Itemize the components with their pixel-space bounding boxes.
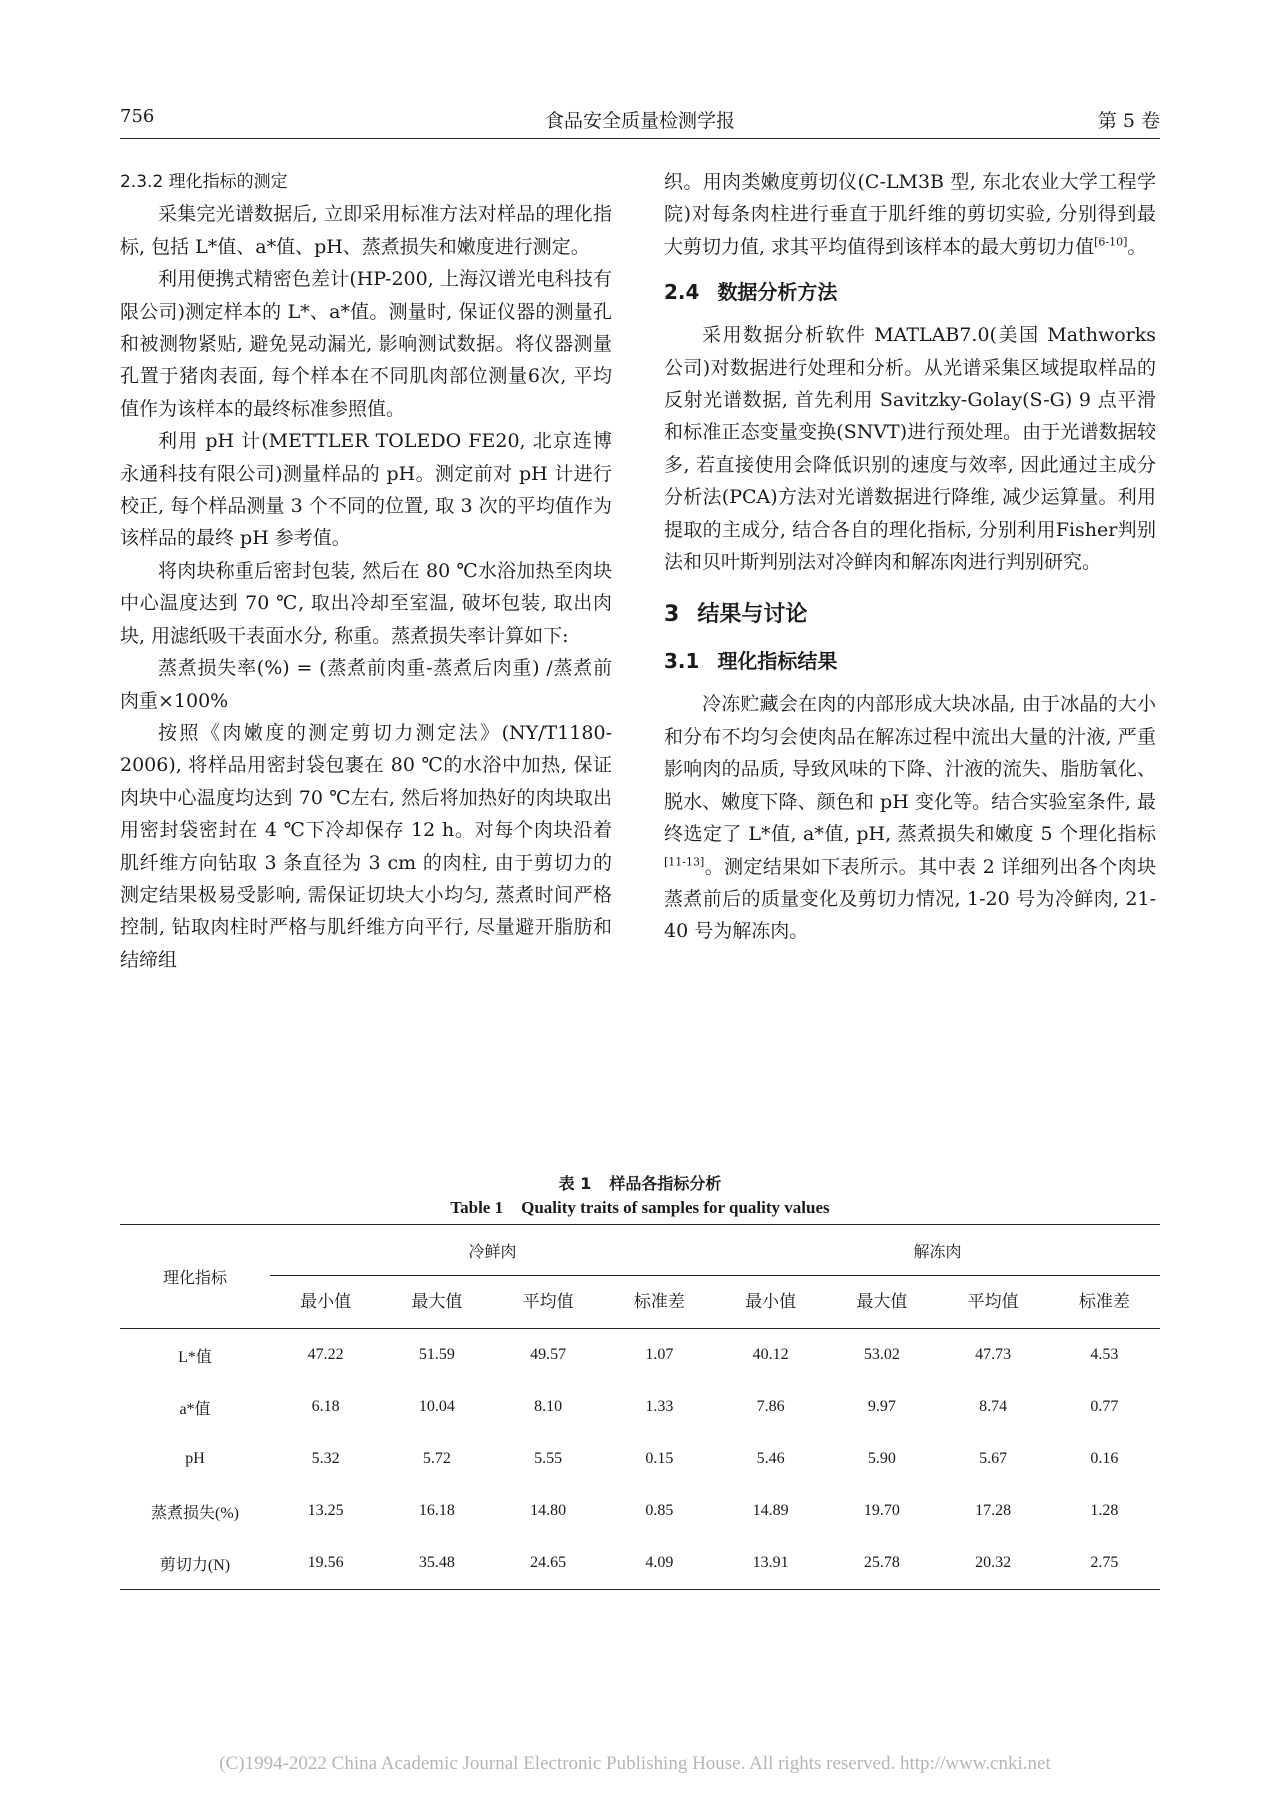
citation: [11-13] bbox=[664, 855, 705, 869]
table-cell: 0.85 bbox=[645, 1502, 674, 1519]
section-heading-2-4 bbox=[664, 277, 1156, 307]
table-cell: 14.89 bbox=[752, 1502, 789, 1519]
continuation-text: 织。用肉类嫩度剪切仪(C-LM3B 型, 东北农业大学工程学院)对每条肉柱进行垂直于肌纤维的剪切实验, 分别得到最大剪切力值, 求其平均值得到该样本的最大剪切力值 bbox=[664, 171, 1156, 258]
caption-text: Quality traits of samples for quality values bbox=[521, 1198, 830, 1217]
header-rule bbox=[120, 138, 1160, 139]
section-title: 数据分析方法 bbox=[717, 280, 838, 305]
table-caption-cn bbox=[120, 1172, 1160, 1196]
table-cell: 51.59 bbox=[418, 1346, 455, 1363]
table-caption-en bbox=[120, 1196, 1160, 1220]
paragraph: 利用便携式精密色差计(HP-200, 上海汉谱光电科技有限公司)测定样本的 L*、a*值。测量时, 保证仪器的测量孔和被测物紧贴, 避免晃动漏光, 影响测试数据。将仪器测量孔置于猪肉表面, 每个样本在不同肌肉部位测量6次, 平均值作为该样本的最终标准参照值。 bbox=[120, 268, 612, 420]
table-row bbox=[120, 1433, 1160, 1485]
table-cell: 14.80 bbox=[530, 1502, 567, 1519]
table-cell: 1.28 bbox=[1090, 1502, 1119, 1519]
table-cell: 0.15 bbox=[645, 1450, 674, 1467]
page-header bbox=[120, 106, 1160, 140]
table-cell: 49.57 bbox=[530, 1346, 567, 1363]
table-cell: 47.73 bbox=[975, 1346, 1012, 1363]
table-cell: 16.18 bbox=[418, 1502, 455, 1519]
table-cell: 40.12 bbox=[752, 1346, 789, 1363]
table-cell: 17.28 bbox=[975, 1502, 1012, 1519]
table-cell: 4.09 bbox=[604, 1537, 715, 1590]
table-cell: 7.86 bbox=[756, 1398, 785, 1415]
table-cell: 5.32 bbox=[311, 1450, 340, 1467]
table-cell: 0.77 bbox=[1090, 1398, 1119, 1415]
column-header: 标准差 bbox=[1049, 1276, 1160, 1329]
paragraph-text: 。测定结果如下表所示。其中表 2 详细列出各个肉块蒸煮前后的质量变化及剪切力情况, 1-20 号为冷鲜肉, 21-40 号为解冻肉。 bbox=[664, 855, 1156, 943]
table-corner-header: 理化指标 bbox=[120, 1225, 270, 1329]
table-cell: 53.02 bbox=[863, 1346, 900, 1363]
right-column bbox=[664, 166, 1156, 948]
table-cell: 20.32 bbox=[938, 1537, 1049, 1590]
section-number: 3 bbox=[664, 602, 680, 628]
section-number: 2.4 bbox=[664, 280, 700, 305]
column-header: 标准差 bbox=[604, 1276, 715, 1329]
table-cell: 13.91 bbox=[715, 1537, 826, 1590]
table-cell: 9.97 bbox=[867, 1398, 896, 1415]
paragraph: 采用数据分析软件 MATLAB7.0(美国 Mathworks 公司)对数据进行处理和分析。从光谱采集区域提取样品的反射光谱数据, 首先利用 Savitzky-Golay(S-G) 9 点平滑和标准正态变量变换(SNVT)进行预处理。由于光谱数据较多, 若直接使用会降低识别的速度与效率, 因此通过主成分分析法(PCA)方法对光谱数据进行降维, 减少运算量。利用提取的主成分, 结合各自的理化指标, 分别利用Fisher判别法和贝叶斯判别法对冷鲜肉和解冻肉进行判别研究。 bbox=[664, 324, 1156, 574]
paragraph: 按照《肉嫩度的测定剪切力测定法》(NY/T1180-2006), 将样品用密封袋包裹在 80 ℃的水浴中加热, 保证肉块中心温度均达到 70 ℃左右, 然后将加热好的肉块取出用密封袋密封在 4 ℃下冷却保存 12 h。对每个肉块沿着肌纤维方向钻取 3 条直径为 3 cm 的肉柱, 由于剪切力的测定结果极易受影响, 需保证切块大小均匀, 蒸煮时间严格控制, 钻取肉柱时严格与肌纤维方向平行, 尽量避开脂肪和结缔组 bbox=[120, 721, 612, 971]
table-cell: 19.70 bbox=[863, 1502, 900, 1519]
table-row bbox=[120, 1537, 1160, 1590]
table-cell: 24.65 bbox=[493, 1537, 604, 1590]
table-cell: 5.55 bbox=[534, 1450, 563, 1467]
table-cell: 2.75 bbox=[1049, 1537, 1160, 1590]
quality-traits-table bbox=[120, 1224, 1160, 1590]
table-caption bbox=[120, 1172, 1160, 1220]
section-title: 结果与讨论 bbox=[697, 602, 808, 628]
paragraph bbox=[664, 688, 1156, 947]
table-cell: 19.56 bbox=[270, 1537, 381, 1590]
paragraph-continuation bbox=[664, 166, 1156, 263]
table-row bbox=[120, 1381, 1160, 1433]
table-cell: 6.18 bbox=[311, 1398, 340, 1415]
table-row bbox=[120, 1485, 1160, 1537]
table-cell: 1.07 bbox=[645, 1346, 674, 1363]
table-cell: 1.33 bbox=[645, 1398, 674, 1415]
table-cell: 5.72 bbox=[422, 1450, 451, 1467]
table-cell: 0.16 bbox=[1090, 1450, 1119, 1467]
section-number: 3.1 bbox=[664, 649, 700, 674]
caption-label: Table 1 bbox=[450, 1198, 504, 1217]
paragraph: 将肉块称重后密封包装, 然后在 80 ℃水浴加热至肉块中心温度达到 70 ℃, 取出冷却至室温, 破坏包装, 取出肉块, 用滤纸吸干表面水分, 称重。蒸煮损失率计算如下: bbox=[120, 559, 612, 647]
row-label: pH bbox=[185, 1450, 205, 1467]
page-number: 756 bbox=[120, 106, 155, 127]
row-label: L*值 bbox=[178, 1348, 212, 1366]
column-header: 平均值 bbox=[493, 1276, 604, 1329]
paragraph: 利用 pH 计(METTLER TOLEDO FE20, 北京连博永通科技有限公司)测量样品的 pH。测定前对 pH 计进行校正, 每个样品测量 3 个不同的位置, 取 3 次的平均值作为该样品的最终 pH 参考值。 bbox=[120, 430, 612, 550]
table-cell: 47.22 bbox=[307, 1346, 344, 1363]
table-cell: 13.25 bbox=[307, 1502, 344, 1519]
subsection-heading: 2.3.2 理化指标的测定 bbox=[120, 172, 288, 192]
table-cell: 25.78 bbox=[826, 1537, 937, 1590]
column-header: 最小值 bbox=[270, 1276, 381, 1329]
group-header: 解冻肉 bbox=[715, 1225, 1160, 1276]
formula-paragraph: 蒸煮损失率(%) = (蒸煮前肉重-蒸煮后肉重) /蒸煮前肉重×100% bbox=[120, 657, 612, 712]
paragraph-text: 冷冻贮藏会在肉的内部形成大块冰晶, 由于冰晶的大小和分布不均匀会使肉品在解冻过程中流出大量的汁液, 严重影响肉的品质, 导致风味的下降、汁液的流失、脂肪氧化、脱水、嫩度下降、颜色和 pH 变化等。结合实验室条件, 最终选定了 L*值, a*值, pH, 蒸煮损失和嫩度 5 个理化指标 bbox=[664, 693, 1156, 846]
group-header: 冷鲜肉 bbox=[270, 1225, 715, 1276]
citation: [6-10] bbox=[1094, 235, 1128, 249]
paragraph: 采集完光谱数据后, 立即采用标准方法对样品的理化指标, 包括 L*值、a*值、pH、蒸煮损失和嫩度进行测定。 bbox=[120, 203, 612, 258]
table-cell: 5.90 bbox=[867, 1450, 896, 1467]
table-cell: 35.48 bbox=[381, 1537, 492, 1590]
copyright-footer: (C)1994-2022 China Academic Journal Electronic Publishing House. All rights reserved. http://www.cnki.net bbox=[219, 1753, 1051, 1774]
continuation-end: 。 bbox=[1127, 235, 1147, 258]
row-label: a*值 bbox=[179, 1400, 211, 1418]
journal-title: 食品安全质量检测学报 bbox=[544, 110, 735, 132]
column-header: 最小值 bbox=[715, 1276, 826, 1329]
table-cell: 5.67 bbox=[979, 1450, 1008, 1467]
table-cell: 4.53 bbox=[1090, 1346, 1119, 1363]
row-label: 蒸煮损失(%) bbox=[151, 1504, 239, 1522]
row-label: 剪切力(N) bbox=[120, 1537, 270, 1590]
column-header: 最大值 bbox=[826, 1276, 937, 1329]
table-cell: 10.04 bbox=[418, 1398, 455, 1415]
section-title: 理化指标结果 bbox=[717, 649, 838, 674]
caption-label: 表 1 bbox=[558, 1174, 592, 1193]
column-header: 平均值 bbox=[938, 1276, 1049, 1329]
section-heading-3-1 bbox=[664, 646, 1156, 676]
table-cell: 8.74 bbox=[979, 1398, 1008, 1415]
section-heading-3 bbox=[664, 600, 1156, 630]
caption-text: 样品各指标分析 bbox=[609, 1174, 722, 1193]
volume-label: 第 5 卷 bbox=[1097, 110, 1160, 132]
table-cell: 8.10 bbox=[534, 1398, 563, 1415]
table-row bbox=[120, 1329, 1160, 1382]
table-cell: 5.46 bbox=[756, 1450, 785, 1467]
column-header: 最大值 bbox=[381, 1276, 492, 1329]
left-column bbox=[120, 166, 612, 976]
